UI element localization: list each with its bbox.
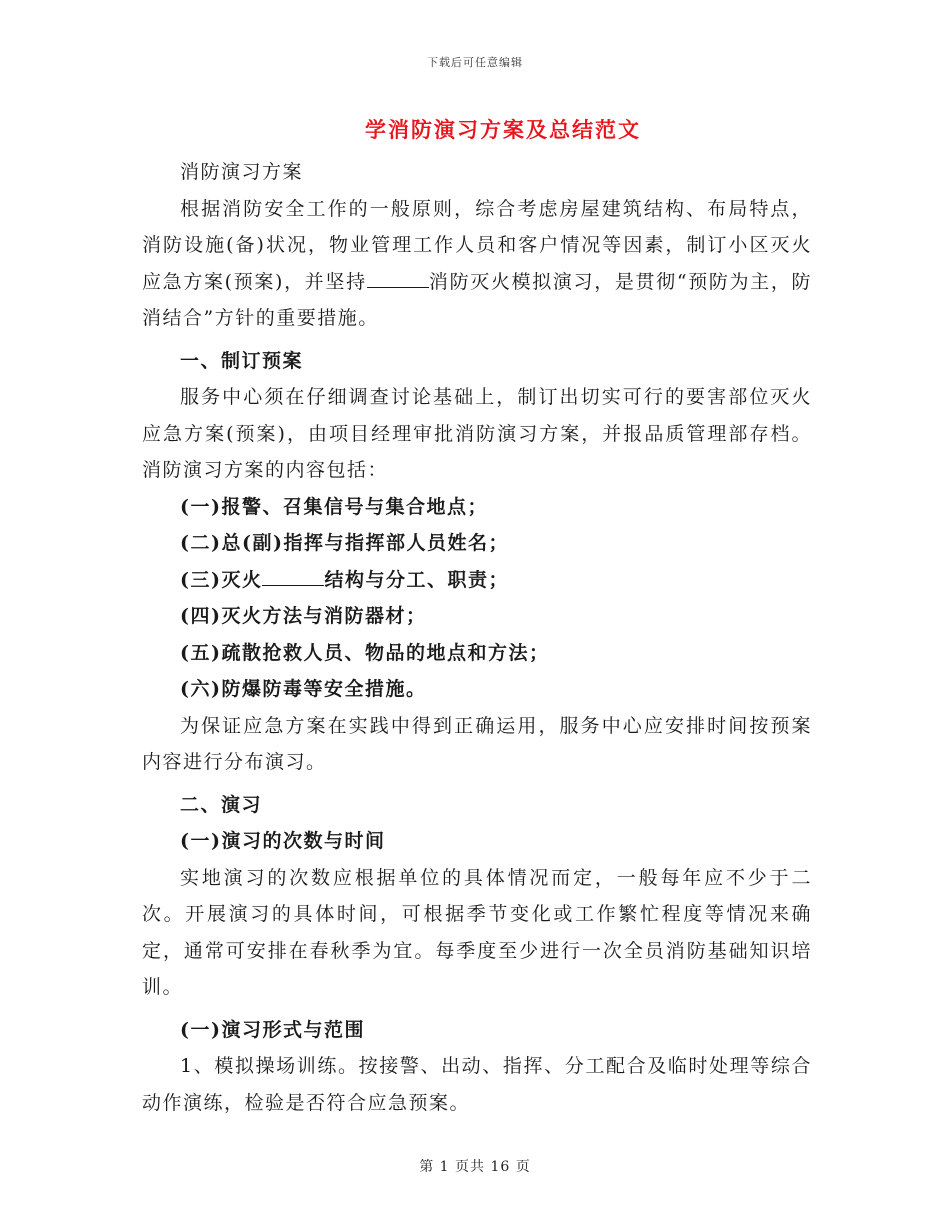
paragraph-form: 1、模拟操场训练。按接警、出动、指挥、分工配合及临时处理等综合动作演练，检验是否符合应急预案。: [142, 1055, 812, 1114]
fill-blank-line: [262, 563, 324, 586]
page-footer: 第 1 页共 16 页: [419, 1159, 531, 1175]
list-item-4: (四)灭火方法与消防器材；: [180, 605, 427, 627]
document-title: 学消防演习方案及总结范文: [365, 117, 641, 142]
list-item-2: (二)总(副)指挥与指挥部人员姓名；: [180, 532, 509, 554]
header-note: 下载后可任意编辑: [427, 56, 523, 69]
subsection-heading-form: (一)演习形式与范围: [180, 1018, 365, 1041]
section-heading-1: 一、制订预案: [180, 349, 304, 372]
list-item-3-part2: 结构与分工、职责；: [324, 568, 509, 591]
document-body: [142, 154, 812, 1121]
section-heading-2: 二、演习: [180, 793, 263, 816]
paragraph-subtitle: 消防演习方案: [180, 161, 304, 183]
paragraph-intro: [142, 191, 812, 337]
paragraph-frequency: 实地演习的次数应根据单位的具体情况而定，一般每年应不少于二次。开展演习的具体时间，可根据季节变化或工作繁忙程度等情况来确定，通常可安排在春秋季为宜。每季度至少进行一次全员消防基础知识培训。: [142, 866, 812, 998]
list-item-5: (五)疏散抢救人员、物品的地点和方法；: [180, 641, 550, 664]
paragraph-practice: 为保证应急方案在实践中得到正确运用，服务中心应安排时间按预案内容进行分布演习。: [142, 714, 812, 773]
list-item-1: (一)报警、召集信号与集合地点；: [180, 495, 488, 518]
paragraph-plan: 服务中心须在仔细调查讨论基础上，制订出切实可行的要害部位灭火应急方案(预案)，由项目经理审批消防演习方案，并报品质管理部存档。消防演习方案的内容包括：: [142, 386, 812, 481]
paragraph-intro-part2: 消防灭火模拟演习，是贯彻“预防为主，防消结合”方针的重要措施。: [142, 270, 813, 329]
subsection-heading-frequency: (一)演习的次数与时间: [180, 830, 386, 852]
list-item-6: (六)防爆防毒等安全措施。: [180, 678, 427, 700]
paragraph-intro-part1: 根据消防安全工作的一般原则，综合考虑房屋建筑结构、布局特点，消防设施(备)状况，物业管理工作人员和客户情况等因素，制订小区灭火应急方案(预案)，并坚持: [142, 197, 812, 293]
list-item-3-part1: (三)灭火: [180, 568, 263, 591]
list-item-3: [142, 562, 812, 599]
fill-blank-line: [367, 265, 429, 288]
